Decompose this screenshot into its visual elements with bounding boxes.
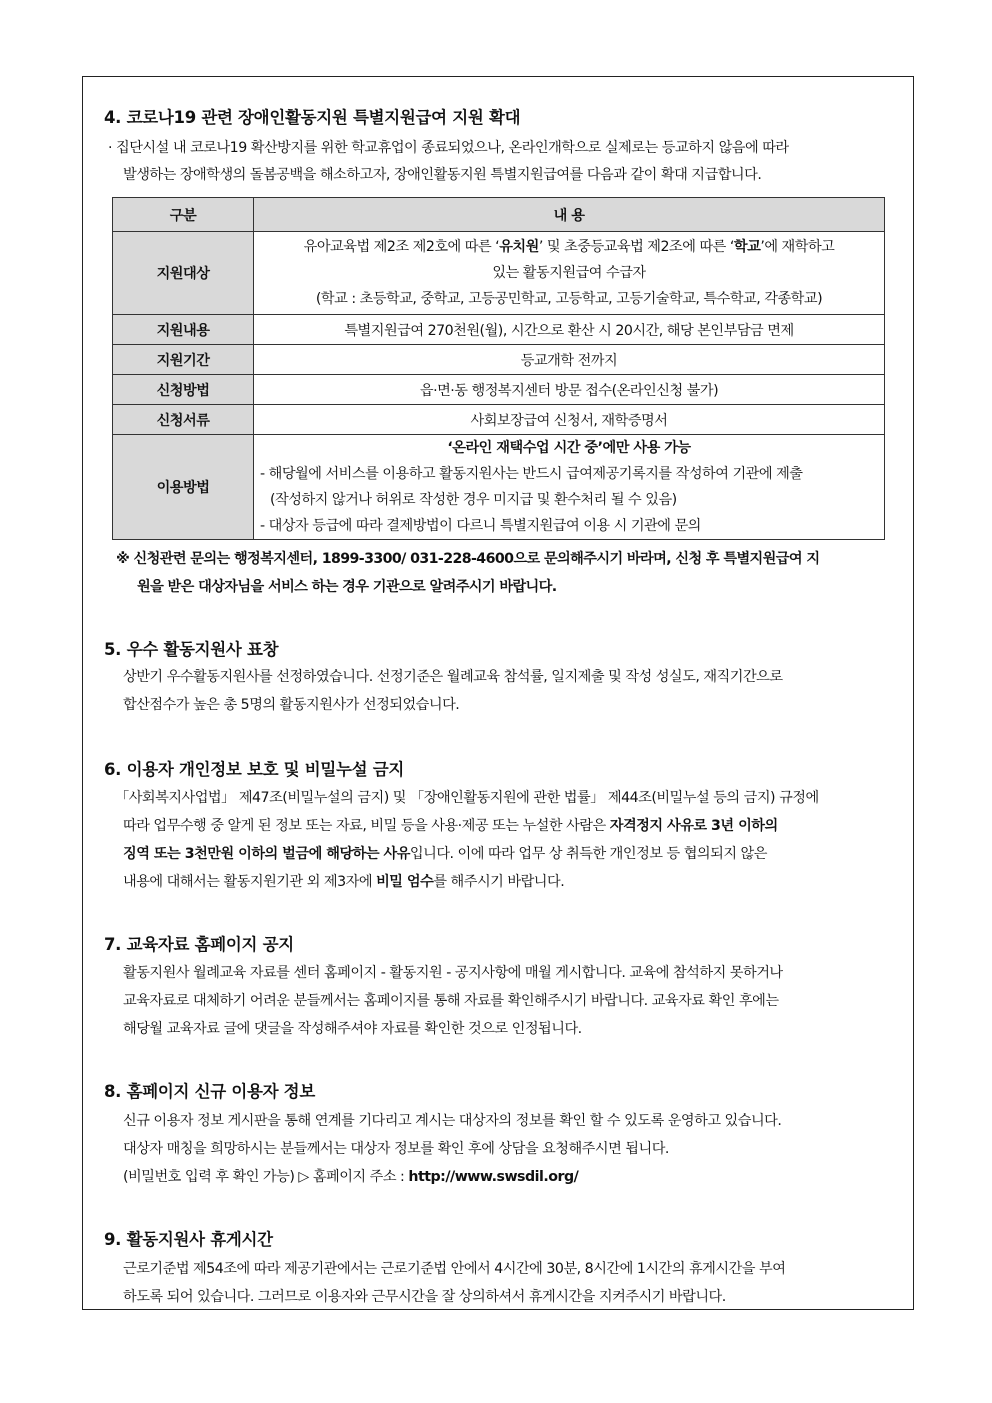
target-line-1-school: 학교 [733,239,761,255]
section-6-line-4-c: 를 해주시기 바랍니다. [433,874,565,890]
table-row-usage [113,435,885,540]
table-row-target [113,232,885,315]
section-4-intro-line-2: 발생하는 장애학생의 돌봄공백을 해소하고자, 장애인활동지원 특별지원급여를 다음과 같이 확대 지급합니다. [123,167,762,183]
period-value: 등교개학 전까지 [254,345,885,375]
section-6-line-2-a: 따라 업무수행 중 알게 된 정보 또는 자료, 비밀 등을 사용·제공 또는 누설한 사람은 [123,818,610,834]
target-line-1-c: ’ 및 초중등교육법 제2조에 따른 ‘ [538,239,734,255]
section-5-line-1: 상반기 우수활동지원사를 선정하였습니다. 선정기준은 월례교육 참석률, 일지제출 및 작성 성실도, 재직기간으로 [123,669,783,685]
table-row-period [113,345,885,375]
usage-label: 이용방법 [113,435,254,540]
target-label: 지원대상 [113,232,254,315]
section-5-title: 5. 우수 활동지원사 표창 [104,640,279,659]
section-6-line-3-bold: 징역 또는 3천만원 이하의 벌금에 해당하는 사유 [123,846,410,862]
section-4-title: 4. 코로나19 관련 장애인활동지원 특별지원급여 지원 확대 [104,108,521,127]
section-6-line-3-b: 입니다. 이에 따라 업무 상 취득한 개인정보 등 협의되지 않은 [409,846,767,862]
target-line-1 [254,234,884,260]
section-4-note-line-1: ※ 신청관련 문의는 행정복지센터, 1899-3300/ 031-228-4600으로 문의해주시기 바라며, 신청 후 특별지원급여 지 [116,551,820,567]
target-line-1-e: ’에 재학하고 [760,239,835,255]
section-8-title: 8. 홈페이지 신규 이용자 정보 [104,1082,315,1101]
homepage-link[interactable]: http://www.swsdil.org/ [408,1169,579,1185]
docs-label: 신청서류 [113,405,254,435]
section-7-title: 7. 교육자료 홈페이지 공지 [104,935,294,954]
apply-value: 읍·면·동 행정복지센터 방문 접수(온라인신청 불가) [254,375,885,405]
table-header-category: 구분 [113,198,254,232]
section-8-line-2: 대상자 매칭을 희망하시는 분들께서는 대상자 정보를 확인 후에 상담을 요청해주시면 됩니다. [123,1141,669,1157]
usage-line-1: ‘온라인 재택수업 시간 중’에만 사용 가능 [447,440,691,456]
section-6-line-4-bold: 비밀 엄수 [376,874,434,890]
table-row-content [113,315,885,345]
section-6-title: 6. 이용자 개인정보 보호 및 비밀누설 금지 [104,760,405,779]
section-6-line-4 [123,871,564,891]
usage-line-4: - 대상자 등급에 따라 결제방법이 다르니 특별지원급여 이용 시 기관에 문의 [260,518,701,534]
target-line-2: 있는 활동지원급여 수급자 [492,265,646,281]
target-line-1-a: 유아교육법 제2조 제2호에 따른 ‘ [303,239,500,255]
section-4-note-line-2: 원을 받은 대상자님을 서비스 하는 경우 기관으로 알려주시기 바랍니다. [137,579,557,595]
table-header-row [113,198,885,232]
usage-line-3: (작성하지 않거나 허위로 작성한 경우 미지급 및 환수처리 될 수 있음) [270,492,677,508]
section-9-line-2: 하도록 되어 있습니다. 그러므로 이용자와 근무시간을 잘 상의하셔서 휴게시간을 지켜주시기 바랍니다. [123,1289,726,1305]
section-4-intro-line-1: · 집단시설 내 코로나19 확산방지를 위한 학교휴업이 종료되었으나, 온라인개학으로 실제로는 등교하지 않음에 따라 [108,140,789,156]
section-7-line-3: 해당월 교육자료 글에 댓글을 작성해주셔야 자료를 확인한 것으로 인정됩니다. [123,1021,582,1037]
section-6-line-3 [123,843,767,863]
usage-content [254,435,885,540]
usage-line-2: - 해당월에 서비스를 이용하고 활동지원사는 반드시 급여제공기록지를 작성하여 기관에 제출 [260,466,803,482]
section-8-line-1: 신규 이용자 정보 게시판을 통해 연계를 기다리고 계시는 대상자의 정보를 확인 할 수 있도록 운영하고 있습니다. [123,1113,782,1129]
section-6-line-2-bold: 자격정지 사유로 3년 이하의 [609,818,778,834]
content-label: 지원내용 [113,315,254,345]
docs-value: 사회보장급여 신청서, 재학증명서 [254,405,885,435]
section-7-line-2: 교육자료로 대체하기 어려운 분들께서는 홈페이지를 통해 자료를 확인해주시기 바랍니다. 교육자료 확인 후에는 [123,993,779,1009]
section-6-line-2 [123,815,778,835]
section-7-line-1: 활동지원사 월례교육 자료를 센터 홈페이지 - 활동지원 - 공지사항에 매월 게시합니다. 교육에 참석하지 못하거나 [123,965,783,981]
content-value: 특별지원급여 270천원(월), 시간으로 환산 시 20시간, 해당 본인부담금 면제 [254,315,885,345]
support-table [112,197,885,540]
target-line-3: (학교 : 초등학교, 중학교, 고등공민학교, 고등학교, 고등기술학교, 특수학교, 각종학교) [315,291,823,307]
table-row-apply [113,375,885,405]
section-6-line-1: 「사회복지사업법」 제47조(비밀누설의 금지) 및 「장애인활동지원에 관한 법률」 제44조(비밀누설 등의 금지) 규정에 [115,790,819,806]
section-6-line-4-a: 내용에 대해서는 활동지원기관 외 제3자에 [123,874,377,890]
target-content [254,232,885,315]
section-8-line-3 [123,1166,578,1186]
section-8-line-3-a: (비밀번호 입력 후 확인 가능) ▷ 홈페이지 주소 : [123,1169,409,1185]
section-5-line-2: 합산점수가 높은 총 5명의 활동지원사가 선정되었습니다. [123,697,460,713]
section-9-title: 9. 활동지원사 휴게시간 [104,1230,273,1249]
section-9-line-1: 근로기준법 제54조에 따라 제공기관에서는 근로기준법 안에서 4시간에 30분, 8시간에 1시간의 휴게시간을 부여 [123,1261,786,1277]
table-row-docs [113,405,885,435]
table-header-content: 내 용 [254,198,885,232]
apply-label: 신청방법 [113,375,254,405]
target-line-1-kindergarten: 유치원 [499,239,539,255]
period-label: 지원기간 [113,345,254,375]
